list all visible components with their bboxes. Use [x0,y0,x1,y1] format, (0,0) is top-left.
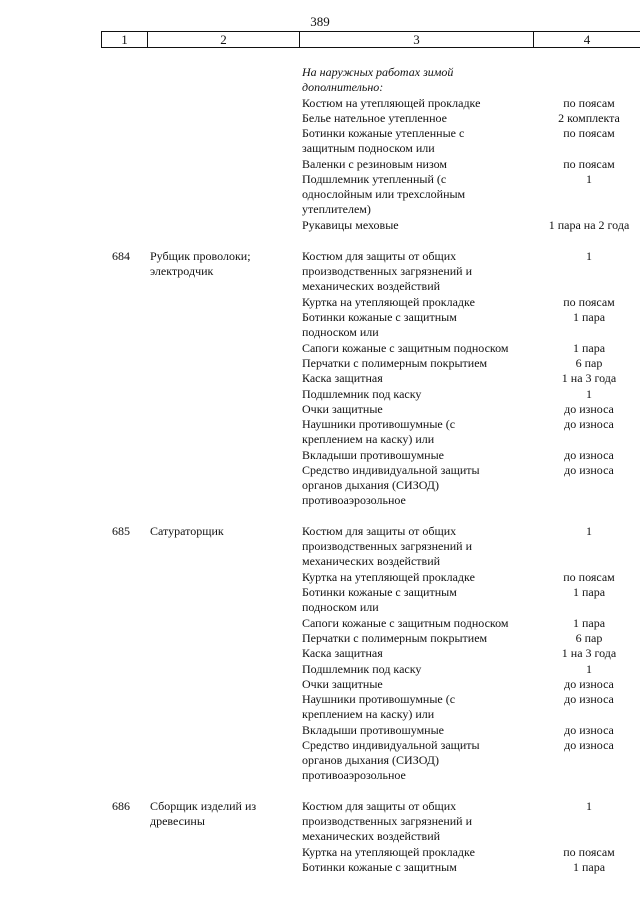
item-name-line: Сапоги кожаные с защитным подноском [302,341,509,355]
item-norm: 1 пара [572,310,606,324]
column-header-1: 1 [102,32,148,48]
item-name-line: органов дыхания (СИЗОД) [302,478,439,492]
item-norm: 1 [586,387,592,401]
item-norm: по поясам [563,295,615,309]
column-header-3: 3 [300,32,534,48]
item-norm: по поясам [563,845,615,859]
item-name-line: механических воздействий [302,554,441,568]
item-norm: до износа [564,463,614,477]
item-norm: до износа [564,417,614,431]
item-name-line: противоаэрозольное [302,768,406,782]
item-norm: 6 пар [575,356,603,370]
item-name-line: Ботинки кожаные утепленные с [302,126,465,140]
item-norm: 6 пар [575,631,603,645]
item-name-line: Подшлемник под каску [302,387,422,401]
item-name-line: Валенки с резиновым низом [302,157,448,171]
item-norm: 1 [586,799,592,813]
item-name-line: подноском или [302,600,379,614]
intro-heading-line: дополнительно: [302,80,384,94]
column-header-table [101,31,640,48]
item-name-line: Очки защитные [302,677,383,691]
item-norm: по поясам [563,157,615,171]
item-norm: 1 пара [572,616,606,630]
item-name-line: Белье нательное утепленное [302,111,447,125]
item-name-line: Каска защитная [302,371,383,385]
item-norm: 1 [586,662,592,676]
item-name-line: Костюм для защиты от общих [302,524,457,538]
item-name-line: противоаэрозольное [302,493,406,507]
item-name-line: органов дыхания (СИЗОД) [302,753,439,767]
item-name-line: защитным подноском или [302,141,435,155]
column-header-2: 2 [148,32,300,48]
item-name-line: Ботинки кожаные с защитным [302,860,457,874]
item-norm: 1 пара на 2 года [548,218,630,232]
item-norm: до износа [564,692,614,706]
item-name-line: Ботинки кожаные с защитным [302,310,457,324]
item-name-line: Наушники противошумные (с [302,692,456,706]
profession-line: Сатураторщик [150,524,224,538]
item-name-line: Средство индивидуальной защиты [302,738,480,752]
item-norm: 1 [586,172,592,186]
item-name-line: Костюм для защиты от общих [302,249,457,263]
item-name-line: Костюм на утепляющей прокладке [302,96,481,110]
item-name-line: Ботинки кожаные с защитным [302,585,457,599]
item-name-line: механических воздействий [302,279,441,293]
item-name-line: Подшлемник под каску [302,662,422,676]
entry-number: 685 [112,524,130,538]
item-name-line: Подшлемник утепленный (с [302,172,447,186]
profession-line: электродчик [150,264,214,278]
item-name-line: Куртка на утепляющей прокладке [302,845,475,859]
item-name-line: однослойным или трехслойным [302,187,466,201]
item-name-line: Вкладыши противошумные [302,448,444,462]
item-name-line: механических воздействий [302,829,441,843]
item-name-line: Каска защитная [302,646,383,660]
item-norm: до износа [564,402,614,416]
item-name-line: Куртка на утепляющей прокладке [302,295,475,309]
item-norm: до износа [564,677,614,691]
item-norm: 1 пара [572,860,606,874]
item-norm: до износа [564,723,614,737]
item-norm: по поясам [563,96,615,110]
item-name-line: Наушники противошумные (с [302,417,456,431]
item-norm: 1 [586,249,592,263]
item-name-line: производственных загрязнений и [302,814,473,828]
entry-number: 684 [112,249,130,263]
profession-line: Сборщик изделий из [150,799,257,813]
item-name-line: производственных загрязнений и [302,264,473,278]
item-name-line: Перчатки с полимерным покрытием [302,356,488,370]
item-name-line: креплением на каску) или [302,707,435,721]
item-norm: 1 пара [572,341,606,355]
item-name-line: Очки защитные [302,402,383,416]
item-name-line: Сапоги кожаные с защитным подноском [302,616,509,630]
profession-line: древесины [150,814,205,828]
item-name-line: Средство индивидуальной защиты [302,463,480,477]
item-name-line: производственных загрязнений и [302,539,473,553]
item-name-line: утеплителем) [302,202,371,216]
page-number: 389 [310,14,330,29]
item-norm: 1 пара [572,585,606,599]
item-name-line: Куртка на утепляющей прокладке [302,570,475,584]
item-norm: по поясам [563,570,615,584]
entry-number: 686 [112,799,130,813]
item-norm: 1 на 3 года [561,371,617,385]
item-norm: до износа [564,738,614,752]
item-name-line: Костюм для защиты от общих [302,799,457,813]
item-norm: до износа [564,448,614,462]
item-norm: 1 на 3 года [561,646,617,660]
column-header-4: 4 [534,32,640,48]
item-norm: по поясам [563,126,615,140]
item-name-line: Перчатки с полимерным покрытием [302,631,488,645]
item-name-line: креплением на каску) или [302,432,435,446]
item-norm: 2 комплекта [558,111,620,125]
intro-heading-line: На наружных работах зимой [302,65,454,79]
item-name-line: Вкладыши противошумные [302,723,444,737]
item-norm: 1 [586,524,592,538]
profession-line: Рубщик проволоки; [150,249,251,263]
item-name-line: Рукавицы меховые [302,218,399,232]
item-name-line: подноском или [302,325,379,339]
